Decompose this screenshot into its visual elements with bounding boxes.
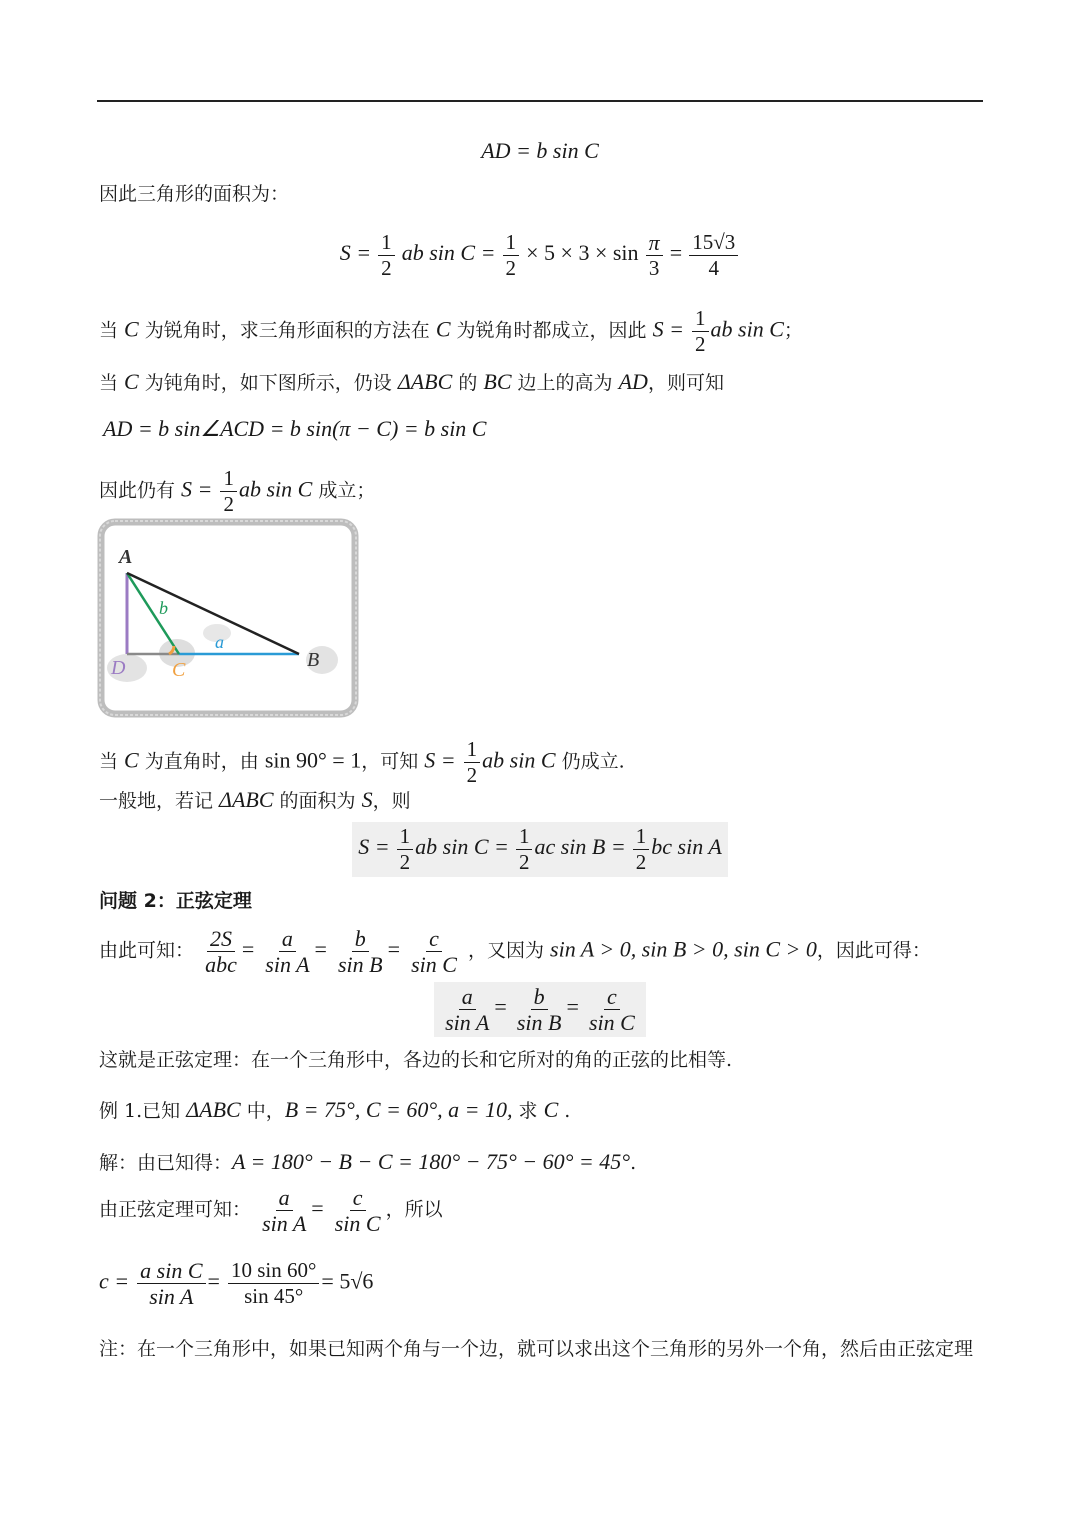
fraction: $\frac{a}{\text{sin A}}$ — [445, 984, 490, 1035]
equation-sine-law: $\frac{a}{\text{sin A}}$ = $\frac{b}{\text{sin B}}$ = $\frac{c}{\text{sin C}}$ — [0, 982, 1080, 1037]
equation-general-area: S = $\frac{1}{2}$ ab sin C = $\frac{1}{2}$ ac sin B = $\frac{1}{2}$ bc sin A — [0, 822, 1080, 877]
fraction: $\frac{1}{2}$ — [464, 737, 481, 788]
fraction: $\frac{1}{2}$ — [397, 824, 414, 875]
text-acute-case: 当 C 为锐角时，求三角形面积的方法在 C 为锐角时都成立，因此 S = $\frac{1}{2}$ ab sin C； — [99, 306, 803, 356]
text-obtuse-case: 当 C 为钝角时，如下图所示，仍设 ΔABC 的 BC 边上的高为 AD，则可知 — [99, 369, 724, 394]
fraction: $\frac{1}{2}$ — [692, 306, 709, 357]
label-b-vertex: B — [307, 649, 320, 671]
text-area-intro: 因此三角形的面积为： — [99, 183, 290, 205]
fraction: $\frac{1}{2}$ — [503, 230, 520, 281]
fraction: $\frac{a}{\text{sin A}}$ — [265, 926, 310, 977]
fraction: $\frac{a}{\text{sin A}}$ — [262, 1185, 307, 1236]
fraction: $\frac{1}{2}$ — [220, 466, 237, 517]
fraction: $\frac{c}{\text{sin C}}$ — [411, 926, 457, 977]
section-heading-q2: 问题 2：正弦定理 — [99, 890, 252, 912]
text-note: 注：在一个三角形中，如果已知两个角与一个边，就可以求出这个三角形的另外一个角，然后由正弦定理 — [99, 1338, 974, 1360]
fraction: $\frac{\pi}{3}$ — [646, 230, 663, 281]
label-side-b: b — [159, 598, 168, 618]
equation-ad-obtuse: AD = b sin∠ACD = b sin(π − C) = b sin C — [103, 416, 487, 441]
text-by-sine-law: 由正弦定理可知： $\frac{a}{\text{sin A}}$ = $\frac{c}{\text{sin C}}$ ，所以 — [99, 1185, 443, 1236]
fraction: $\frac{c}{\text{sin C}}$ — [589, 984, 635, 1035]
fraction: $\frac{10 \sin 60^\circ}{\sin 45^\circ}$ — [228, 1258, 319, 1309]
fraction: $\frac{1}{2}$ — [378, 230, 395, 281]
label-d-vertex: D — [111, 657, 126, 679]
equation-ad: AD = b sin C — [481, 138, 599, 163]
triangle-figure — [97, 518, 359, 718]
label-side-a: a — [215, 632, 224, 652]
fraction: $\frac{b}{\text{sin B}}$ — [516, 984, 562, 1035]
text-right-case: 当 C 为直角时，由 sin 90° = 1，可知 S = $\frac{1}{2}$ ab sin C 仍成立. — [99, 737, 625, 787]
fraction: $\frac{2S}{\text{abc}}$ — [205, 926, 237, 977]
fraction: $\frac{1}{2}$ — [516, 824, 533, 875]
text-still-holds: 因此仍有 S = $\frac{1}{2}$ ab sin C 成立； — [99, 466, 376, 516]
text-theorem: 这就是正弦定理：在一个三角形中，各边的长和它所对的角的正弦的比相等. — [99, 1049, 733, 1071]
equation-c: c = $\frac{\text{a sin C}}{\text{sin A}}$ = $\frac{10 \sin 60^\circ}{\sin 45^\circ}$ = 5√6 — [99, 1258, 374, 1309]
triangle-diagram — [97, 518, 359, 718]
header-rule — [97, 100, 983, 102]
equation-area: S = $\frac{1}{2}$ ab sin C = $\frac{1}{2}$ × 5 × 3 × sin $\frac{\pi}{3}$ = $\frac{15√3}{4}$ — [0, 230, 1080, 281]
text-example-1: 例 1.已知 ΔABC 中，B = 75°, C = 60°, a = 10, 求 C . — [99, 1097, 571, 1122]
figure-frame — [101, 522, 355, 714]
fraction: $\frac{15√3}{4}$ — [689, 230, 738, 281]
text-solution: 解：由已知得：A = 180° − B − C = 180° − 75° − 60° = 45°. — [99, 1149, 637, 1174]
label-a-vertex: A — [119, 546, 133, 568]
fraction: $\frac{b}{\text{sin B}}$ — [337, 926, 383, 977]
text-general: 一般地，若记 ΔABC 的面积为 S，则 — [99, 787, 411, 812]
fraction: $\frac{\text{a sin C}}{\text{sin A}}$ — [137, 1258, 205, 1309]
label-c-vertex: C — [172, 659, 186, 681]
fraction: $\frac{1}{2}$ — [633, 824, 650, 875]
fraction: $\frac{c}{\text{sin C}}$ — [334, 1185, 381, 1236]
text-derive: 由此可知： $\frac{2S}{\text{abc}}$ = $\frac{a}{\text{sin A}}$ = $\frac{b}{\text{sin B}}$ = $\frac{c}{\text{sin C}}$ ，又因为 sin A > 0, sin B > 0, sin C > 0，因此可得： — [99, 926, 931, 977]
